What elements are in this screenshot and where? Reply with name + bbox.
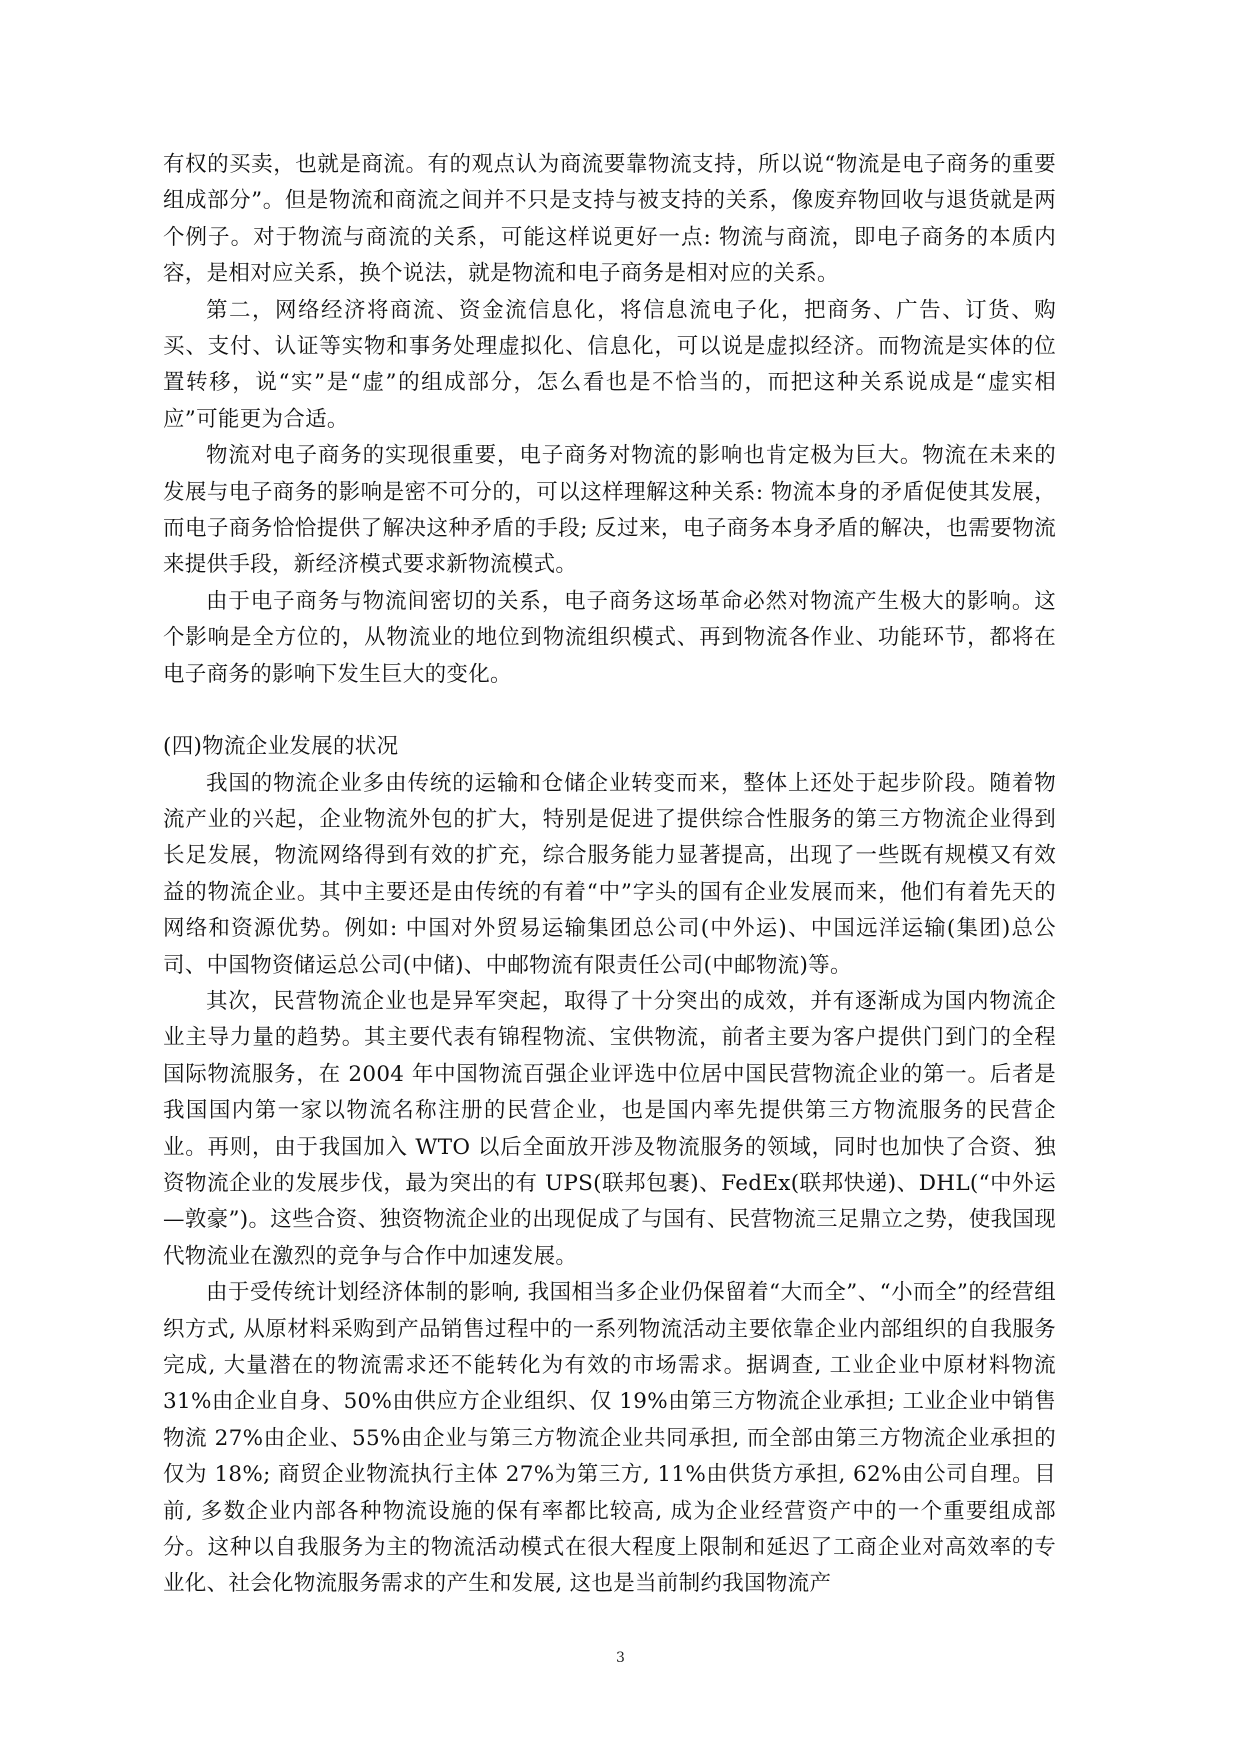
paragraph-private-logistics: 其次，民营物流企业也是异军突起，取得了十分突出的成效，并有逐渐成为国内物流企业主导力量的趋势。其主要代表有锦程物流、宝供物流，前者主要为客户提供门到门的全程国际物流服务，在 2004 年中国物流百强企业评选中位居中国民营物流企业的第一。后者是我国国内第一家以物流名称注册的民营企业，也是国内率先提供第三方物流服务的民营企业。再则，由于我国加入 WTO 以后全面放开涉及物流服务的领域，同时也加快了合资、独资物流企业的发展步伐，最为突出的有 UPS(联邦包裹)、FedEx(联邦快递)、DHL(“中外运—敦豪”)。这些合资、独资物流企业的出现促成了与国有、民营物流三足鼎立之势，使我国现代物流业在激烈的竞争与合作中加速发展。 <box>163 988 1056 1269</box>
paragraph-planned-economy: 由于受传统计划经济体制的影响, 我国相当多企业仍保留着“大而全”、“小而全”的经营组织方式, 从原材料采购到产品销售过程中的一系列物流活动主要依靠企业内部组织的自我服务完成, 大量潜在的物流需求还不能转化为有效的市场需求。据调查, 工业企业中原材料物流 31%由企业自身、50%由供应方企业组织、仅 19%由第三方物流企业承担; 工业企业中销售物流 27%由企业、55%由企业与第三方物流企业共同承担, 而全部由第三方物流企业承担的仅为 18%; 商贸企业物流执行主体 27%为第三方, 11%由供货方承担, 62%由公司自理。目前, 多数企业内部各种物流设施的保有率都比较高, 成为企业经营资产中的一个重要组成部分。这种以自我服务为主的物流活动模式在很大程度上限制和延迟了工商企业对高效率的专业化、社会化物流服务需求的产生和发展, 这也是当前制约我国物流产 <box>163 1280 1056 1597</box>
page-number: 3 <box>616 1650 625 1666</box>
paragraph-network-economy: 第二，网络经济将商流、资金流信息化，将信息流电子化，把商务、广告、订货、购买、支付、认证等实物和事务处理虚拟化、信息化，可以说是虚拟经济。而物流是实体的位置转移，说“实”是“虚”的组成部分，怎么看也是不恰当的，而把这种关系说成是“虚实相应”可能更为合适。 <box>163 297 1056 432</box>
paragraph-ecommerce-impact: 由于电子商务与物流间密切的关系，电子商务这场革命必然对物流产生极大的影响。这个影响是全方位的，从物流业的地位到物流组织模式、再到物流各作业、功能环节，都将在电子商务的影响下发生巨大的变化。 <box>163 588 1056 687</box>
section-spacer <box>163 693 1056 729</box>
paragraph-logistics-enterprises: 我国的物流企业多由传统的运输和仓储企业转变而来，整体上还处于起步阶段。随着物流产业的兴起，企业物流外包的扩大，特别是促进了提供综合性服务的第三方物流企业得到长足发展，物流网络得到有效的扩充，综合服务能力显著提高，出现了一些既有规模又有效益的物流企业。其中主要还是由传统的有着“中”字头的国有企业发展而来，他们有着先天的网络和资源优势。例如: 中国对外贸易运输集团总公司(中外运)、中国远洋运输(集团)总公司、中国物资储运总公司(中储)、中邮物流有限责任公司(中邮物流)等。 <box>163 770 1056 978</box>
paragraph-continuation: 有权的买卖，也就是商流。有的观点认为商流要靠物流支持，所以说“物流是电子商务的重要组成部分”。但是物流和商流之间并不只是支持与被支持的关系，像废弃物回收与退货就是两个例子。对于物流与商流的关系，可能这样说更好一点: 物流与商流，即电子商务的本质内容，是相对应关系，换个说法，就是物流和电子商务是相对应的关系。 <box>163 152 1056 287</box>
paragraph-logistics-importance: 物流对电子商务的实现很重要，电子商务对物流的影响也肯定极为巨大。物流在未来的发展与电子商务的影响是密不可分的，可以这样理解这种关系: 物流本身的矛盾促使其发展，而电子商务恰恰提供了解决这种矛盾的手段; 反过来，电子商务本身矛盾的解决，也需要物流来提供手段，新经济模式要求新物流模式。 <box>163 443 1056 578</box>
section-heading: (四)物流企业发展的状况 <box>163 734 399 760</box>
page-body <box>163 147 1056 1603</box>
